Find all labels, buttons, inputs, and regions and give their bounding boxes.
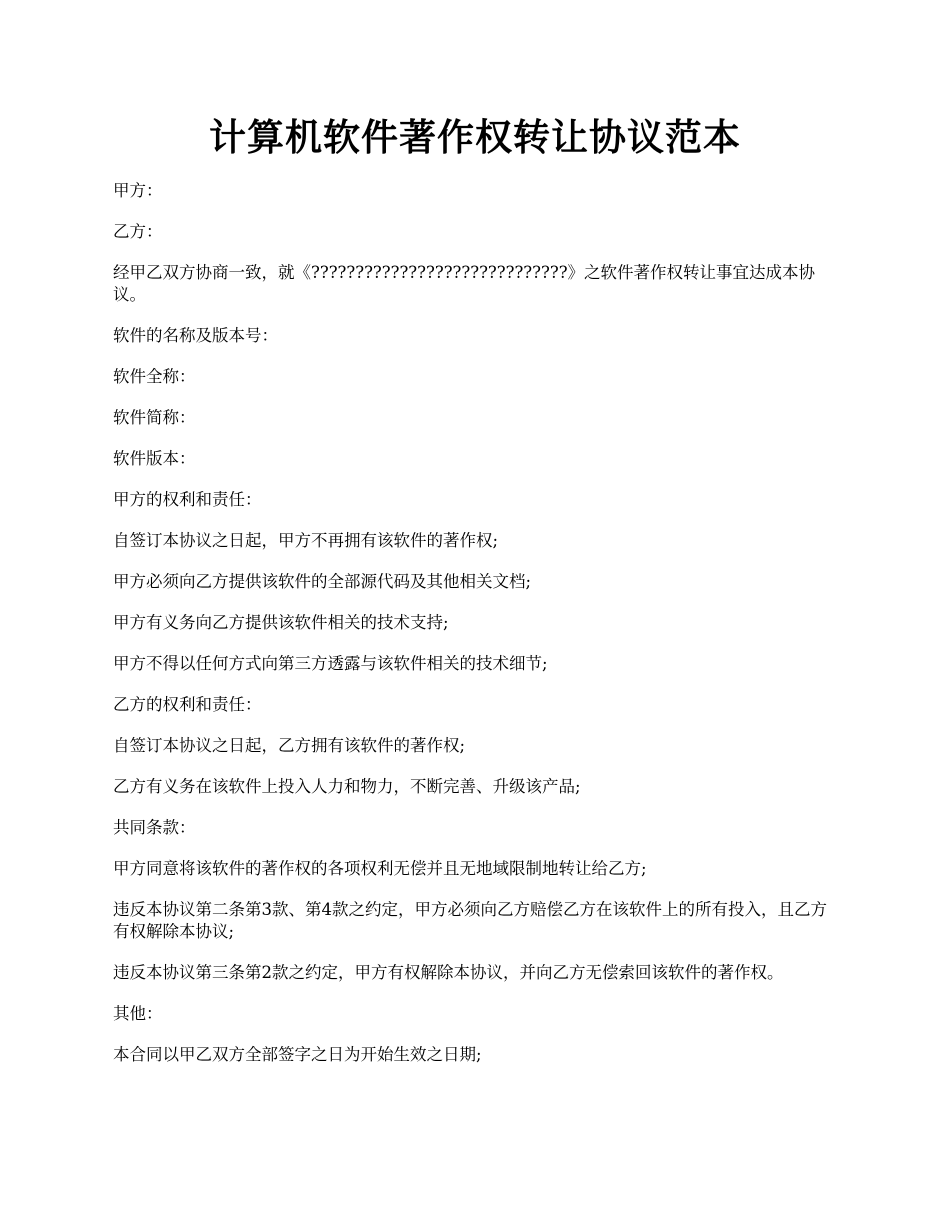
clause-text: 乙方有义务在该软件上投入人力和物力，不断完善、升级该产品; — [113, 777, 581, 796]
agreement-intro: 经甲乙双方协商一致，就《?????????????????????????????》之软件著作权转让事宜达成本协议。 — [113, 263, 816, 304]
clause-text: 甲方有义务向乙方提供该软件相关的技术支持; — [113, 613, 449, 632]
clause-text: 违反本协议第三条第2款之约定，甲方有权解除本协议，并向乙方无偿索回该软件的著作权。 — [113, 963, 784, 982]
clause-text: 违反本协议第二条第3款、第4款之约定，甲方必须向乙方赔偿乙方在该软件上的所有投入，且乙方有权解除本协议; — [113, 900, 827, 941]
section-heading-common-terms: 共同条款： — [113, 818, 196, 837]
software-version-line: 软件版本： — [113, 449, 196, 468]
document-title: 计算机软件著作权转让协议范本 — [209, 115, 741, 159]
clause-text: 甲方必须向乙方提供该软件的全部源代码及其他相关文档; — [113, 572, 532, 591]
section-heading-software-name: 软件的名称及版本号： — [113, 326, 278, 345]
clause-text: 甲方不得以任何方式向第三方透露与该软件相关的技术细节; — [113, 654, 548, 673]
party-b-line: 乙方： — [113, 222, 163, 241]
section-heading-party-a-rights: 甲方的权利和责任： — [113, 490, 262, 509]
party-a-line: 甲方： — [113, 181, 163, 200]
clause-text: 甲方同意将该软件的著作权的各项权利无偿并且无地域限制地转让给乙方; — [113, 859, 647, 878]
section-heading-party-b-rights: 乙方的权利和责任： — [113, 695, 262, 714]
section-heading-other: 其他： — [113, 1004, 163, 1023]
software-short-name-line: 软件简称： — [113, 408, 196, 427]
software-full-name-line: 软件全称： — [113, 367, 196, 386]
clause-text: 自签订本协议之日起，甲方不再拥有该软件的著作权; — [113, 531, 499, 550]
clause-text: 本合同以甲乙双方全部签字之日为开始生效之日期; — [113, 1045, 482, 1064]
document-body — [113, 180, 837, 1085]
clause-text: 自签订本协议之日起，乙方拥有该软件的著作权; — [113, 736, 466, 755]
